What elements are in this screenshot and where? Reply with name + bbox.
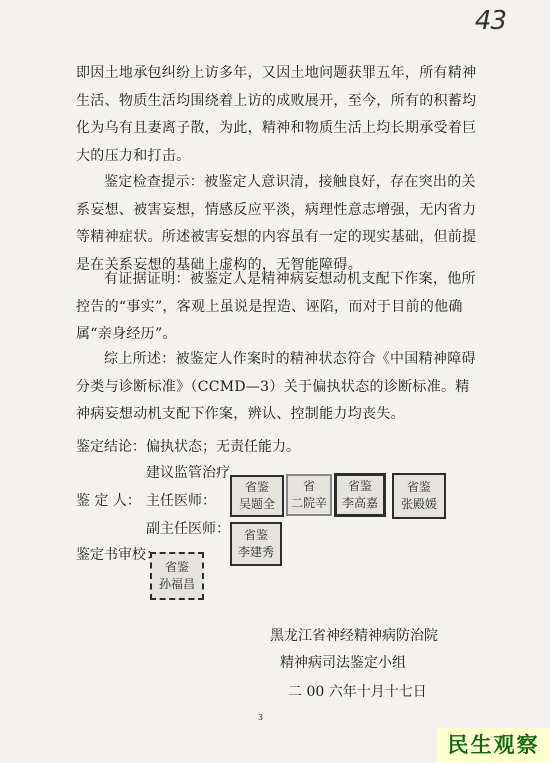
appraiser-seal-stamp: 省鉴 吴题全 (230, 475, 284, 517)
paragraph-examination: 鉴定检查提示：被鉴定人意识清，接触良好，存在突出的关系妄想、被害妄想，情感反应平淡，病理性意志增强，无内省力等精神症状。所述被害妄想的内容虽有一定的现实基础，但前提是在关系妄想的基础上虚构的，无智能障碍。 (76, 174, 477, 273)
conclusion-value: 偏执状态；无责任能力。 (146, 439, 300, 455)
deputy-seal-stamp: 省鉴 李建秀 (230, 522, 282, 566)
paragraph-summary: 综上所述：被鉴定人作案时的精神状态符合《中国精神障碍分类与诊断标准》（CCMD—3）关于偏执状态的诊断标准。精神病妄想动机支配下作案，辨认、控制能力均丧失。 (76, 351, 476, 422)
page-footer-number: 3 (258, 713, 264, 722)
handwritten-page-number: 43 (474, 6, 506, 36)
appraiser-label: 鉴 定 人： (76, 493, 141, 509)
paragraph-background: 即因土地承包纠纷上访多年，又因土地问题获罪五年，所有精神生活、物质生活均围绕着上访的成败展开，至今，所有的积蓄均化为乌有且妻离子散，为此，精神和物质生活上均长期承受着巨大的压力和打击。 (76, 65, 477, 164)
chief-physician-label: 主任医师： (146, 493, 216, 509)
recommendation-text: 建议监管治疗 (146, 465, 230, 481)
paragraph-evidence: 有证据证明：被鉴定人是精神病妄想动机支配下作案，他所控告的“事实”，客观上虽说是捏造、诬陷，而对于目前的他确属“亲身经历”。 (76, 271, 476, 342)
conclusion-label: 鉴定结论： (76, 439, 146, 455)
watermark-badge: 民生观察 (437, 728, 550, 763)
conclusion-row (76, 436, 300, 458)
institution-name: 黑龙江省神经精神病防治院 (270, 628, 438, 644)
appraiser-seal-stamp: 省鉴 张殿媛 (392, 473, 446, 519)
reviewer-label: 鉴定书审校： (76, 547, 160, 563)
appraiser-seal-stamp: 省 二院辛 (286, 474, 332, 516)
reviewer-seal-stamp: 省鉴 孙福昌 (150, 552, 204, 600)
appraisal-group-name: 精神病司法鉴定小组 (280, 655, 406, 671)
appraiser-seal-stamp: 省鉴 李高嘉 (334, 473, 386, 517)
deputy-physician-label: 副主任医师： (146, 521, 230, 537)
document-date: 二 00 六年十月十七日 (288, 684, 427, 700)
